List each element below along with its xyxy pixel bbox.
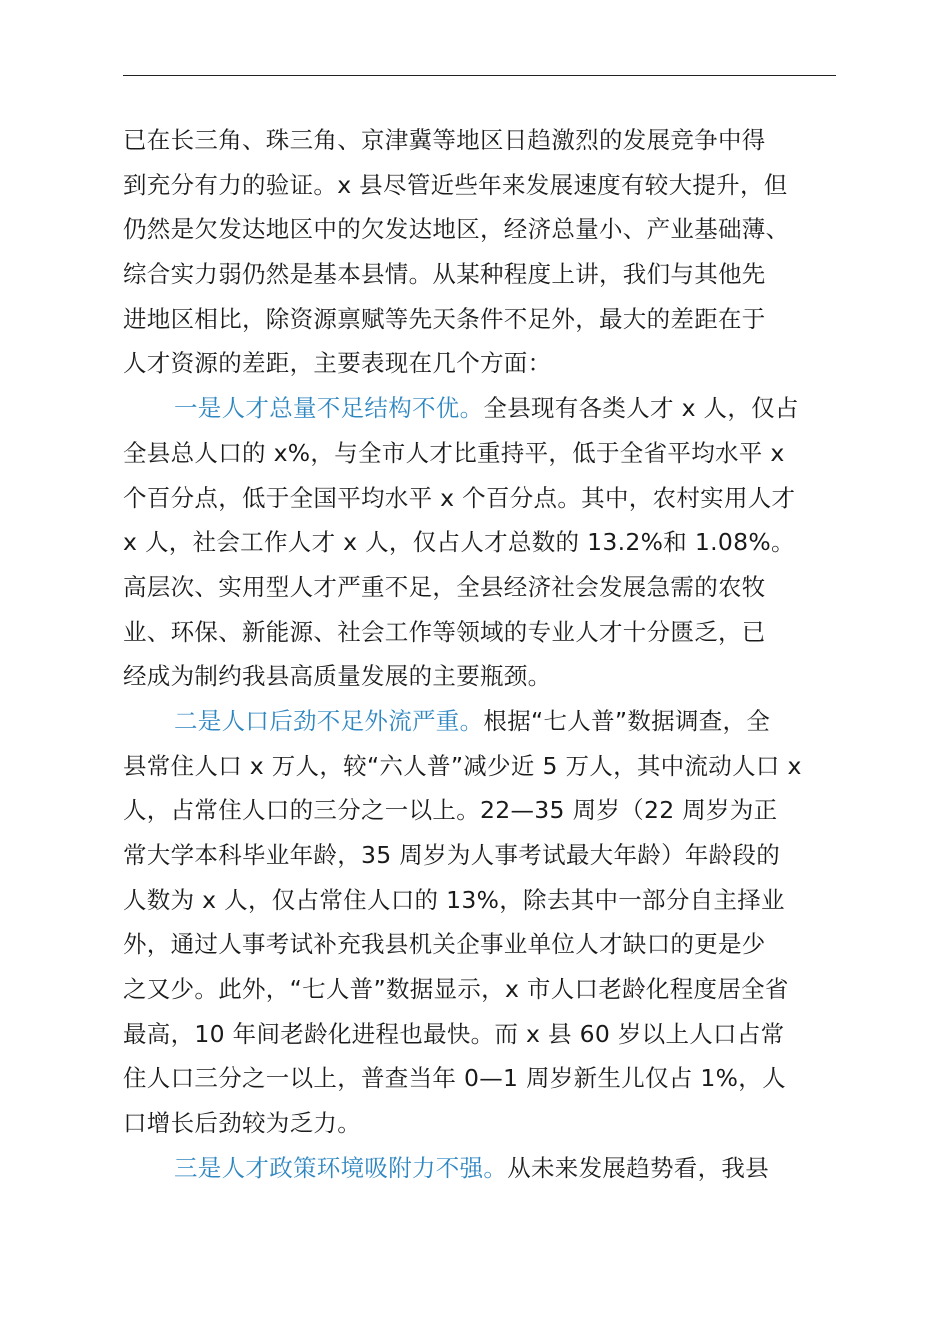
text-line: 外，通过人事考试补充我县机关企事业单位人才缺口的更是少 [123,930,766,959]
text-line: 综合实力弱仍然是基本县情。从某种程度上讲，我们与其他先 [123,260,766,289]
text-line: x 人，社会工作人才 x 人，仅占人才总数的 13.2%和 1.08%。 [123,528,795,557]
text-line: 人，占常住人口的三分之一以上。22—35 周岁（22 周岁为正 [123,796,778,825]
text-line: 经成为制约我县高质量发展的主要瓶颈。 [123,662,552,691]
text-segment: 全县现有各类人才 x 人，仅占 [483,394,799,423]
document-body [123,118,839,1191]
text-line: 住人口三分之一以上，普查当年 0—1 周岁新生儿仅占 1%，人 [123,1064,786,1093]
text-line: 已在长三角、珠三角、京津冀等地区日趋激烈的发展竞争中得 [123,126,766,154]
text-line: 人数为 x 人，仅占常住人口的 13%，除去其中一部分自主择业 [123,885,785,914]
section-heading-3: 三是人才政策环境吸附力不强。 [174,1153,508,1182]
text-line: 之又少。此外，“七人普”数据显示，x 市人口老龄化程度居全省 [123,975,789,1004]
paragraph-heading-line [123,699,839,744]
paragraph-heading-line [123,1146,839,1191]
text-line: 最高，10 年间老龄化进程也最快。而 x 县 60 岁以上人口占常 [123,1019,785,1048]
text-line: 高层次、实用型人才严重不足，全县经济社会发展急需的农牧 [123,572,766,601]
text-line: 常大学本科毕业年龄，35 周岁为人事考试最大年龄）年龄段的 [123,841,781,869]
text-line: 仍然是欠发达地区中的欠发达地区，经济总量小、产业基础薄、 [123,215,790,244]
text-segment: 从未来发展趋势看，我县 [507,1153,770,1182]
header-rule [123,75,836,76]
text-line: 全县总人口的 x%，与全市人才比重持平，低于全省平均水平 x [123,438,785,467]
text-line: 业、环保、新能源、社会工作等领域的专业人才十分匮乏，已 [123,617,766,646]
text-segment: 根据“七人普”数据调查，全 [483,706,771,735]
text-line: 个百分点，低于全国平均水平 x 个百分点。其中，农村实用人才 [123,483,796,512]
section-heading-1: 一是人才总量不足结构不优。 [174,394,484,423]
paragraph-heading-line [123,386,839,431]
text-line: 人才资源的差距，主要表现在几个方面： [123,349,552,378]
text-line: 县常住人口 x 万人，较“六人普”减少近 5 万人，其中流动人口 x [123,751,802,780]
text-line: 到充分有力的验证。x 县尽管近些年来发展速度有较大提升，但 [123,170,788,199]
section-heading-2: 二是人口后劲不足外流严重。 [174,706,484,735]
text-line: 口增长后劲较为乏力。 [123,1109,361,1138]
text-line: 进地区相比，除资源禀赋等先天条件不足外，最大的差距在于 [123,304,766,333]
